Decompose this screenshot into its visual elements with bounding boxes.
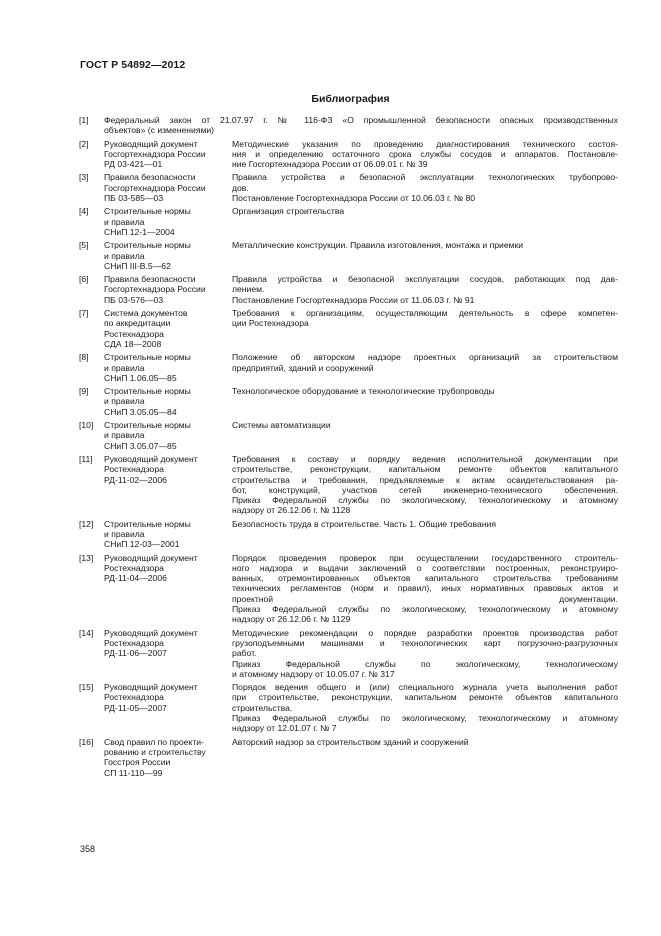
doc-line: РД-11-05—2007 <box>104 702 167 713</box>
doc-line: ПБ 03-585—03 <box>104 193 164 204</box>
desc-line: Безопасность труда в строительстве. Часть 1. Общие требования <box>232 518 496 529</box>
desc-line: бот, конструкций, участков сетей инженерно-технического обеспечения. <box>232 484 618 495</box>
doc-line: Строительные нормы <box>104 206 191 217</box>
entry-description <box>232 454 618 516</box>
entry-number: [16] <box>79 736 94 747</box>
entry-number: [5] <box>79 240 89 251</box>
entry-number: [12] <box>79 518 94 529</box>
desc-line: дов. <box>232 182 249 193</box>
entry-description <box>232 308 618 329</box>
entry-document <box>104 682 232 713</box>
desc-line: Приказ Федеральной службы по экологическому, технологическому и атомному <box>232 495 618 506</box>
desc-line: надзору от 12.01.07 г. № 7 <box>232 723 337 734</box>
desc-line: Приказ Федеральной службы по экологическому, технологическому и атомному <box>232 713 618 724</box>
entry-description <box>232 139 618 170</box>
doc-line: СП 11-110—99 <box>104 767 163 778</box>
doc-line: и правила <box>104 216 145 227</box>
bibliography-entry <box>79 553 618 625</box>
entry-document <box>104 628 232 659</box>
entry-document <box>104 454 232 485</box>
desc-line: ния и определению остаточного срока службы сосудов и аппаратов. Постановле- <box>232 148 618 159</box>
desc-line: Приказ Федеральной службы по экологическому, технологическому и атомному <box>232 604 618 615</box>
entry-number: [6] <box>79 274 89 285</box>
entry-description <box>232 352 618 373</box>
bibliography-entry <box>79 386 618 417</box>
desc-line: Организация строительства <box>232 206 345 217</box>
bibliography-entry <box>79 737 618 778</box>
doc-line: Строительные нормы <box>104 420 191 431</box>
doc-line: Строительные нормы <box>104 518 191 529</box>
desc-line: Порядок ведения общего и (или) специального журнала учета выполнения работ <box>232 682 618 693</box>
doc-line: Руководящий документ <box>104 552 198 563</box>
doc-line: и правила <box>104 396 145 407</box>
bibliography-entry <box>79 172 618 203</box>
doc-line: Система документов <box>104 308 188 319</box>
entry-document <box>104 553 232 584</box>
bibliography-entry <box>79 682 618 733</box>
doc-line: и правила <box>104 430 145 441</box>
doc-line: Руководящий документ <box>104 453 198 464</box>
entry-document <box>104 206 232 237</box>
desc-line: Федеральный закон от 21.07.97 г. № 116-ФЗ «О промышленной безопасности опасных производственных <box>104 115 618 125</box>
entry-description <box>232 737 618 747</box>
doc-line: Свод правил по проекти- <box>104 736 204 747</box>
entry-description <box>232 274 618 305</box>
desc-line: лением. <box>232 284 265 295</box>
doc-line: РД-11-06—2007 <box>104 648 167 659</box>
doc-line: СНиП 12-1—2004 <box>104 226 175 237</box>
entry-number: [4] <box>79 206 89 217</box>
doc-line: ПБ 03-576—03 <box>104 294 164 305</box>
doc-line: Руководящий документ <box>104 138 198 149</box>
doc-line: РД 03-421—01 <box>104 159 163 170</box>
doc-line: Ростехнадзора <box>104 637 164 648</box>
entry-document <box>104 139 232 170</box>
bibliography-entry <box>79 308 618 349</box>
desc-line: строительства. <box>232 702 293 713</box>
bibliography-entry <box>79 420 618 451</box>
entry-description <box>104 115 618 136</box>
desc-line: Постановление Госгортехнадзора России от 11.06.03 г. № 91 <box>232 294 475 305</box>
desc-line: грузоподъемными машинами и технологических карт погрузочно-разгрузочных <box>232 637 618 648</box>
desc-line: и атомному надзору от 10.05.07 г. № 317 <box>232 668 395 679</box>
desc-line: предприятий, зданий и сооружений <box>232 362 374 373</box>
doc-line: Госстроя России <box>104 757 171 768</box>
bibliography-entry <box>79 115 618 136</box>
entry-number: [7] <box>79 308 89 319</box>
page-number: 358 <box>80 844 96 854</box>
desc-line: работ. <box>232 648 257 659</box>
entry-description <box>232 553 618 625</box>
entry-number: [1] <box>79 115 89 125</box>
desc-line: Порядок проведения проверок при осуществлении государственного строитель- <box>232 552 618 563</box>
entry-document <box>104 352 232 383</box>
bibliography-entry <box>79 519 618 550</box>
doc-line: СНиП 3.05.05—84 <box>104 406 177 417</box>
section-title: Библиография <box>311 93 390 105</box>
desc-line: Приказ Федеральной службы по экологическому, технологическому <box>232 658 618 669</box>
desc-line: Требования к составу и порядку ведения исполнительной документации при <box>232 453 618 464</box>
desc-line: надзору от 26.12.06 г. № 1128 <box>232 505 351 516</box>
entry-document <box>104 420 232 451</box>
entry-number: [13] <box>79 552 94 563</box>
entry-number: [15] <box>79 682 94 693</box>
desc-line: проектной документации. <box>232 593 618 604</box>
entry-document <box>104 386 232 417</box>
desc-line: строительства и требования, предъявляемые к актам освидетельствования ра- <box>232 474 618 485</box>
doc-line: Правила безопасности <box>104 172 196 183</box>
desc-line: Правила устройства и безопасной эксплуатации сосудов, работающих под дав- <box>232 274 618 285</box>
entry-description <box>232 386 618 396</box>
entry-number: [14] <box>79 627 94 638</box>
bibliography-entry <box>79 139 618 170</box>
desc-line: надзору от 26.12.06 г. № 1129 <box>232 614 351 625</box>
entry-document <box>104 308 232 349</box>
desc-line: Авторский надзор за строительством зданий и сооружений <box>232 736 469 747</box>
doc-line: Ростехнадзора <box>104 562 164 573</box>
doc-line: Госгортехнадзора России <box>104 148 206 159</box>
desc-line: ванных, отремонтированных объектов капитального строительства требованиям <box>232 573 618 584</box>
desc-line: Правила устройства и безопасной эксплуатации технологических трубопрово- <box>232 172 618 183</box>
doc-line: СНиП 1.06.05—85 <box>104 372 177 383</box>
bibliography-entry <box>79 454 618 516</box>
desc-line: Методические указания по проведению диагностирования технического состоя- <box>232 138 618 149</box>
doc-line: по аккредитации <box>104 318 171 329</box>
entry-description <box>232 172 618 203</box>
doc-line: Руководящий документ <box>104 627 198 638</box>
desc-line: ции Ростехнадзора <box>232 318 309 329</box>
standard-code: ГОСТ Р 54892—2012 <box>80 59 186 71</box>
doc-line: Госгортехнадзора России <box>104 182 206 193</box>
doc-line: Строительные нормы <box>104 240 191 251</box>
doc-line: Ростехнадзора <box>104 464 164 475</box>
doc-line: СНиП 12-03—2001 <box>104 539 180 550</box>
entry-description <box>232 240 618 250</box>
desc-line: ние Госгортехнадзора России от 06.09.01 г. № 39 <box>232 159 428 170</box>
entry-description <box>232 628 618 679</box>
entry-document <box>104 240 232 271</box>
desc-line: Методические рекомендации о порядке разработки проектов производства работ <box>232 627 618 638</box>
doc-line: СДА 18—2008 <box>104 338 162 349</box>
entry-document <box>104 737 232 778</box>
doc-line: РД-11-02—2006 <box>104 474 167 485</box>
entry-description <box>232 682 618 733</box>
entry-document <box>104 274 232 305</box>
bibliography-entry <box>79 274 618 305</box>
entry-number: [2] <box>79 138 89 149</box>
doc-line: СНиП 3.05.07—85 <box>104 440 177 451</box>
desc-line: Постановление Госгортехнадзора России от 10.06.03 г. № 80 <box>232 193 476 204</box>
doc-line: Ростехнадзора <box>104 692 164 703</box>
entry-number: [10] <box>79 420 94 431</box>
desc-line: объектов» (с изменениями) <box>104 125 215 136</box>
doc-line: и правила <box>104 250 145 261</box>
desc-line: ного надзора и выдачи заключений о соответствии построенных, реконструиро- <box>232 562 618 573</box>
desc-line: Требования к организациям, осуществляющим деятельность в сфере компетен- <box>232 308 618 319</box>
desc-line: Металлические конструкции. Правила изготовления, монтажа и приемки <box>232 240 524 251</box>
doc-line: Руководящий документ <box>104 682 198 693</box>
entry-number: [3] <box>79 172 89 183</box>
desc-line: Системы автоматизации <box>232 420 331 431</box>
doc-line: Госгортехнадзора России <box>104 284 206 295</box>
entry-number: [9] <box>79 386 89 397</box>
doc-line: СНиП III-В.5—62 <box>104 260 171 271</box>
bibliography-entry <box>79 628 618 679</box>
desc-line: технических регламентов (норм и правил), иных нормативных правовых актов и <box>232 583 618 594</box>
doc-line: Правила безопасности <box>104 274 196 285</box>
doc-line: рованию и строительству <box>104 746 206 757</box>
doc-line: РД-11-04—2006 <box>104 573 167 584</box>
doc-line: и правила <box>104 528 145 539</box>
desc-line: Положение об авторском надзоре проектных организаций за строительством <box>232 352 618 363</box>
bibliography-entry <box>79 352 618 383</box>
desc-line: Технологическое оборудование и технологические трубопроводы <box>232 386 495 397</box>
entry-description <box>232 519 618 529</box>
doc-line: и правила <box>104 362 145 373</box>
bibliography-entry <box>79 240 618 271</box>
doc-line: Строительные нормы <box>104 386 191 397</box>
entry-document <box>104 519 232 550</box>
bibliography-list <box>79 115 618 778</box>
entry-description <box>232 206 618 216</box>
desc-line: при строительстве, реконструкции, капитальном ремонте объектов капитального <box>232 692 618 703</box>
bibliography-entry <box>79 206 618 237</box>
entry-description <box>232 420 618 430</box>
doc-line: Строительные нормы <box>104 352 191 363</box>
desc-line: строительстве, реконструкции, капитальном ремонте объектов капитального <box>232 464 618 475</box>
doc-line: Ростехнадзора <box>104 328 164 339</box>
entry-document <box>104 172 232 203</box>
entry-number: [11] <box>79 453 93 464</box>
entry-number: [8] <box>79 352 89 363</box>
